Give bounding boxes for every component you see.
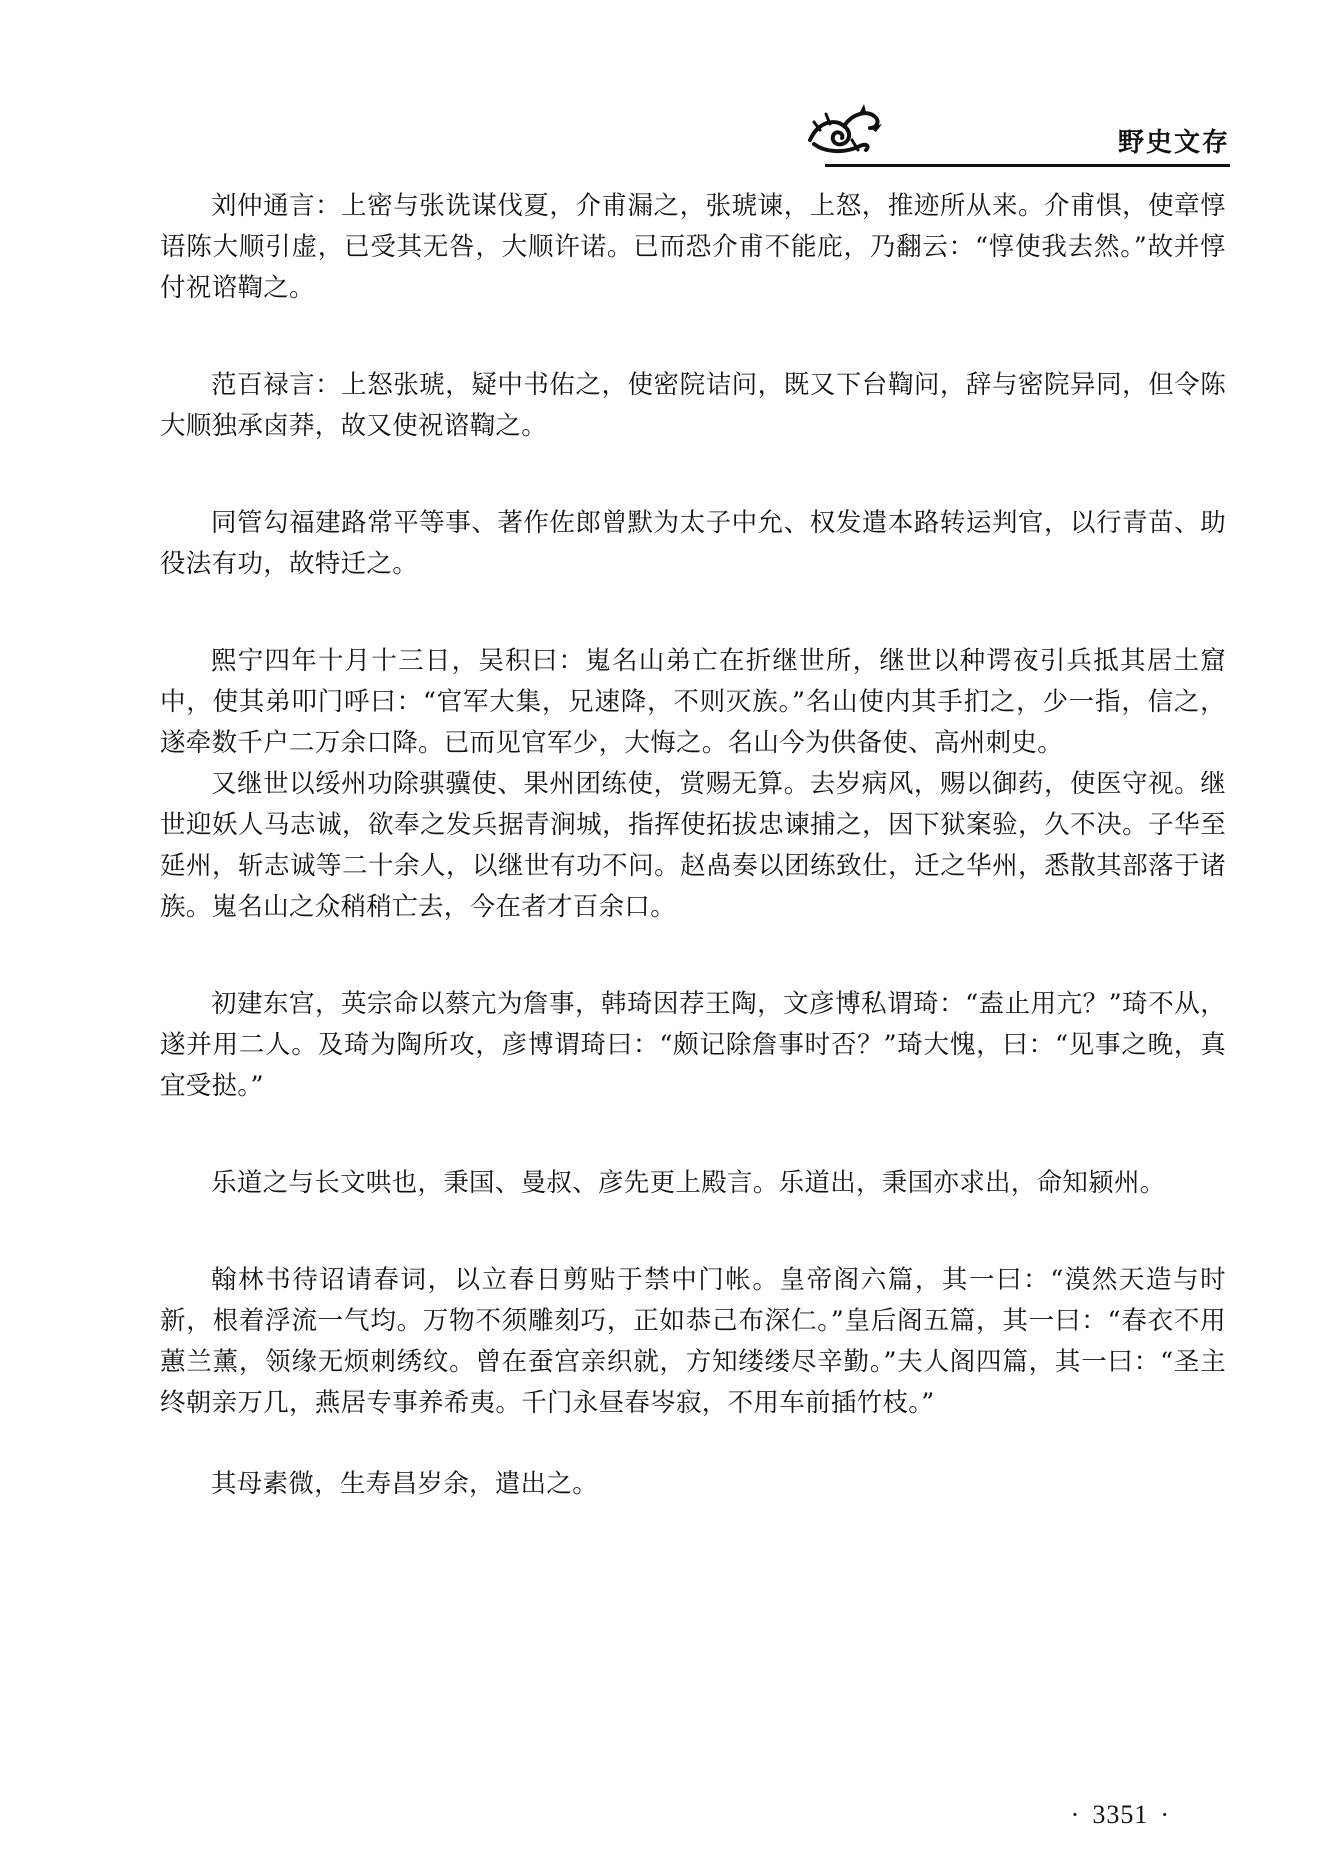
paragraph: 熙宁四年十月十三日，吴积曰：嵬名山弟亡在折继世所，继世以种谔夜引兵抵其居土窟中，使其弟叩门呼曰：“官军大集，兄速降，不则灭族。”名山使内其手扪之，少一指，信之，遂牵数千户二万余口降。已而见官军少，大悔之。名山今为供备使、高州刺史。	[160, 646, 1226, 758]
paragraph: 同管勾福建路常平等事、著作佐郎曾默为太子中允、权发遣本路转运判官，以行青苗、助役法有功，故特迁之。	[160, 508, 1226, 579]
page-number-dot-right: ·	[1160, 1800, 1170, 1829]
running-header	[800, 100, 1230, 170]
paragraph: 又继世以绥州功除骐骥使、果州团练使，赏赐无算。去岁病风，赐以御药，使医守视。继世迎妖人马志诚，欲奉之发兵据青涧城，指挥使拓拔忠谏捕之，因下狱案验，久不决。子华至延州，斩志诚等二十余人，以继世有功不问。赵卨奏以团练致仕，迁之华州，悉散其部落于诸族。嵬名山之众稍稍亡去，今在者才百余口。	[160, 769, 1226, 922]
page-number-dot-left: ·	[1070, 1800, 1081, 1829]
paragraph: 初建东宫，英宗命以蔡亢为詹事，韩琦因荐王陶，文彦博私谓琦：“盍止用亢？”琦不从，遂并用二人。及琦为陶所攻，彦博谓琦曰：“颇记除詹事时否？”琦大愧，曰：“见事之晚，真宜受挞。”	[160, 989, 1226, 1101]
paragraph: 其母素微，生寿昌岁余，遣出之。	[211, 1469, 599, 1499]
paragraph: 乐道之与长文哄也，秉国、曼叔、彦先更上殿言。乐道出，秉国亦求出，命知颍州。	[211, 1168, 1166, 1198]
page-number-value: 3351	[1092, 1800, 1149, 1829]
page-body	[160, 186, 1226, 1561]
header-title: 野史文存	[1117, 128, 1230, 158]
paragraph: 刘仲通言：上密与张诜谋伐夏，介甫漏之，张琥谏，上怒，推迹所从来。介甫惧，使章惇语陈大顺引虚，已受其无咎，大顺许诺。已而恐介甫不能庇，乃翻云：“惇使我去然。”故并惇付祝谘鞫之。	[160, 191, 1226, 303]
header-rule	[825, 164, 1230, 167]
paragraph: 范百禄言：上怒张琥，疑中书佑之，使密院诘问，既又下台鞫问，辞与密院异同，但令陈大顺独承卤莽，故又使祝谘鞫之。	[160, 370, 1226, 441]
paragraph: 翰林书待诏请春词，以立春日剪贴于禁中门帐。皇帝阁六篇，其一曰：“漠然天造与时新，根着浮流一气均。万物不须雕刻巧，正如恭己布深仁。”皇后阁五篇，其一曰：“春衣不用蕙兰薰，领缘无烦刺绣纹。曾在蚕宫亲织就，方知缕缕尽辛勤。”夫人阁四篇，其一曰：“圣主终朝亲万几，燕居专事养希夷。千门永昼春岑寂，不用车前插竹枝。”	[160, 1265, 1226, 1418]
dragon-icon	[800, 100, 890, 162]
page-number	[1059, 1800, 1182, 1830]
